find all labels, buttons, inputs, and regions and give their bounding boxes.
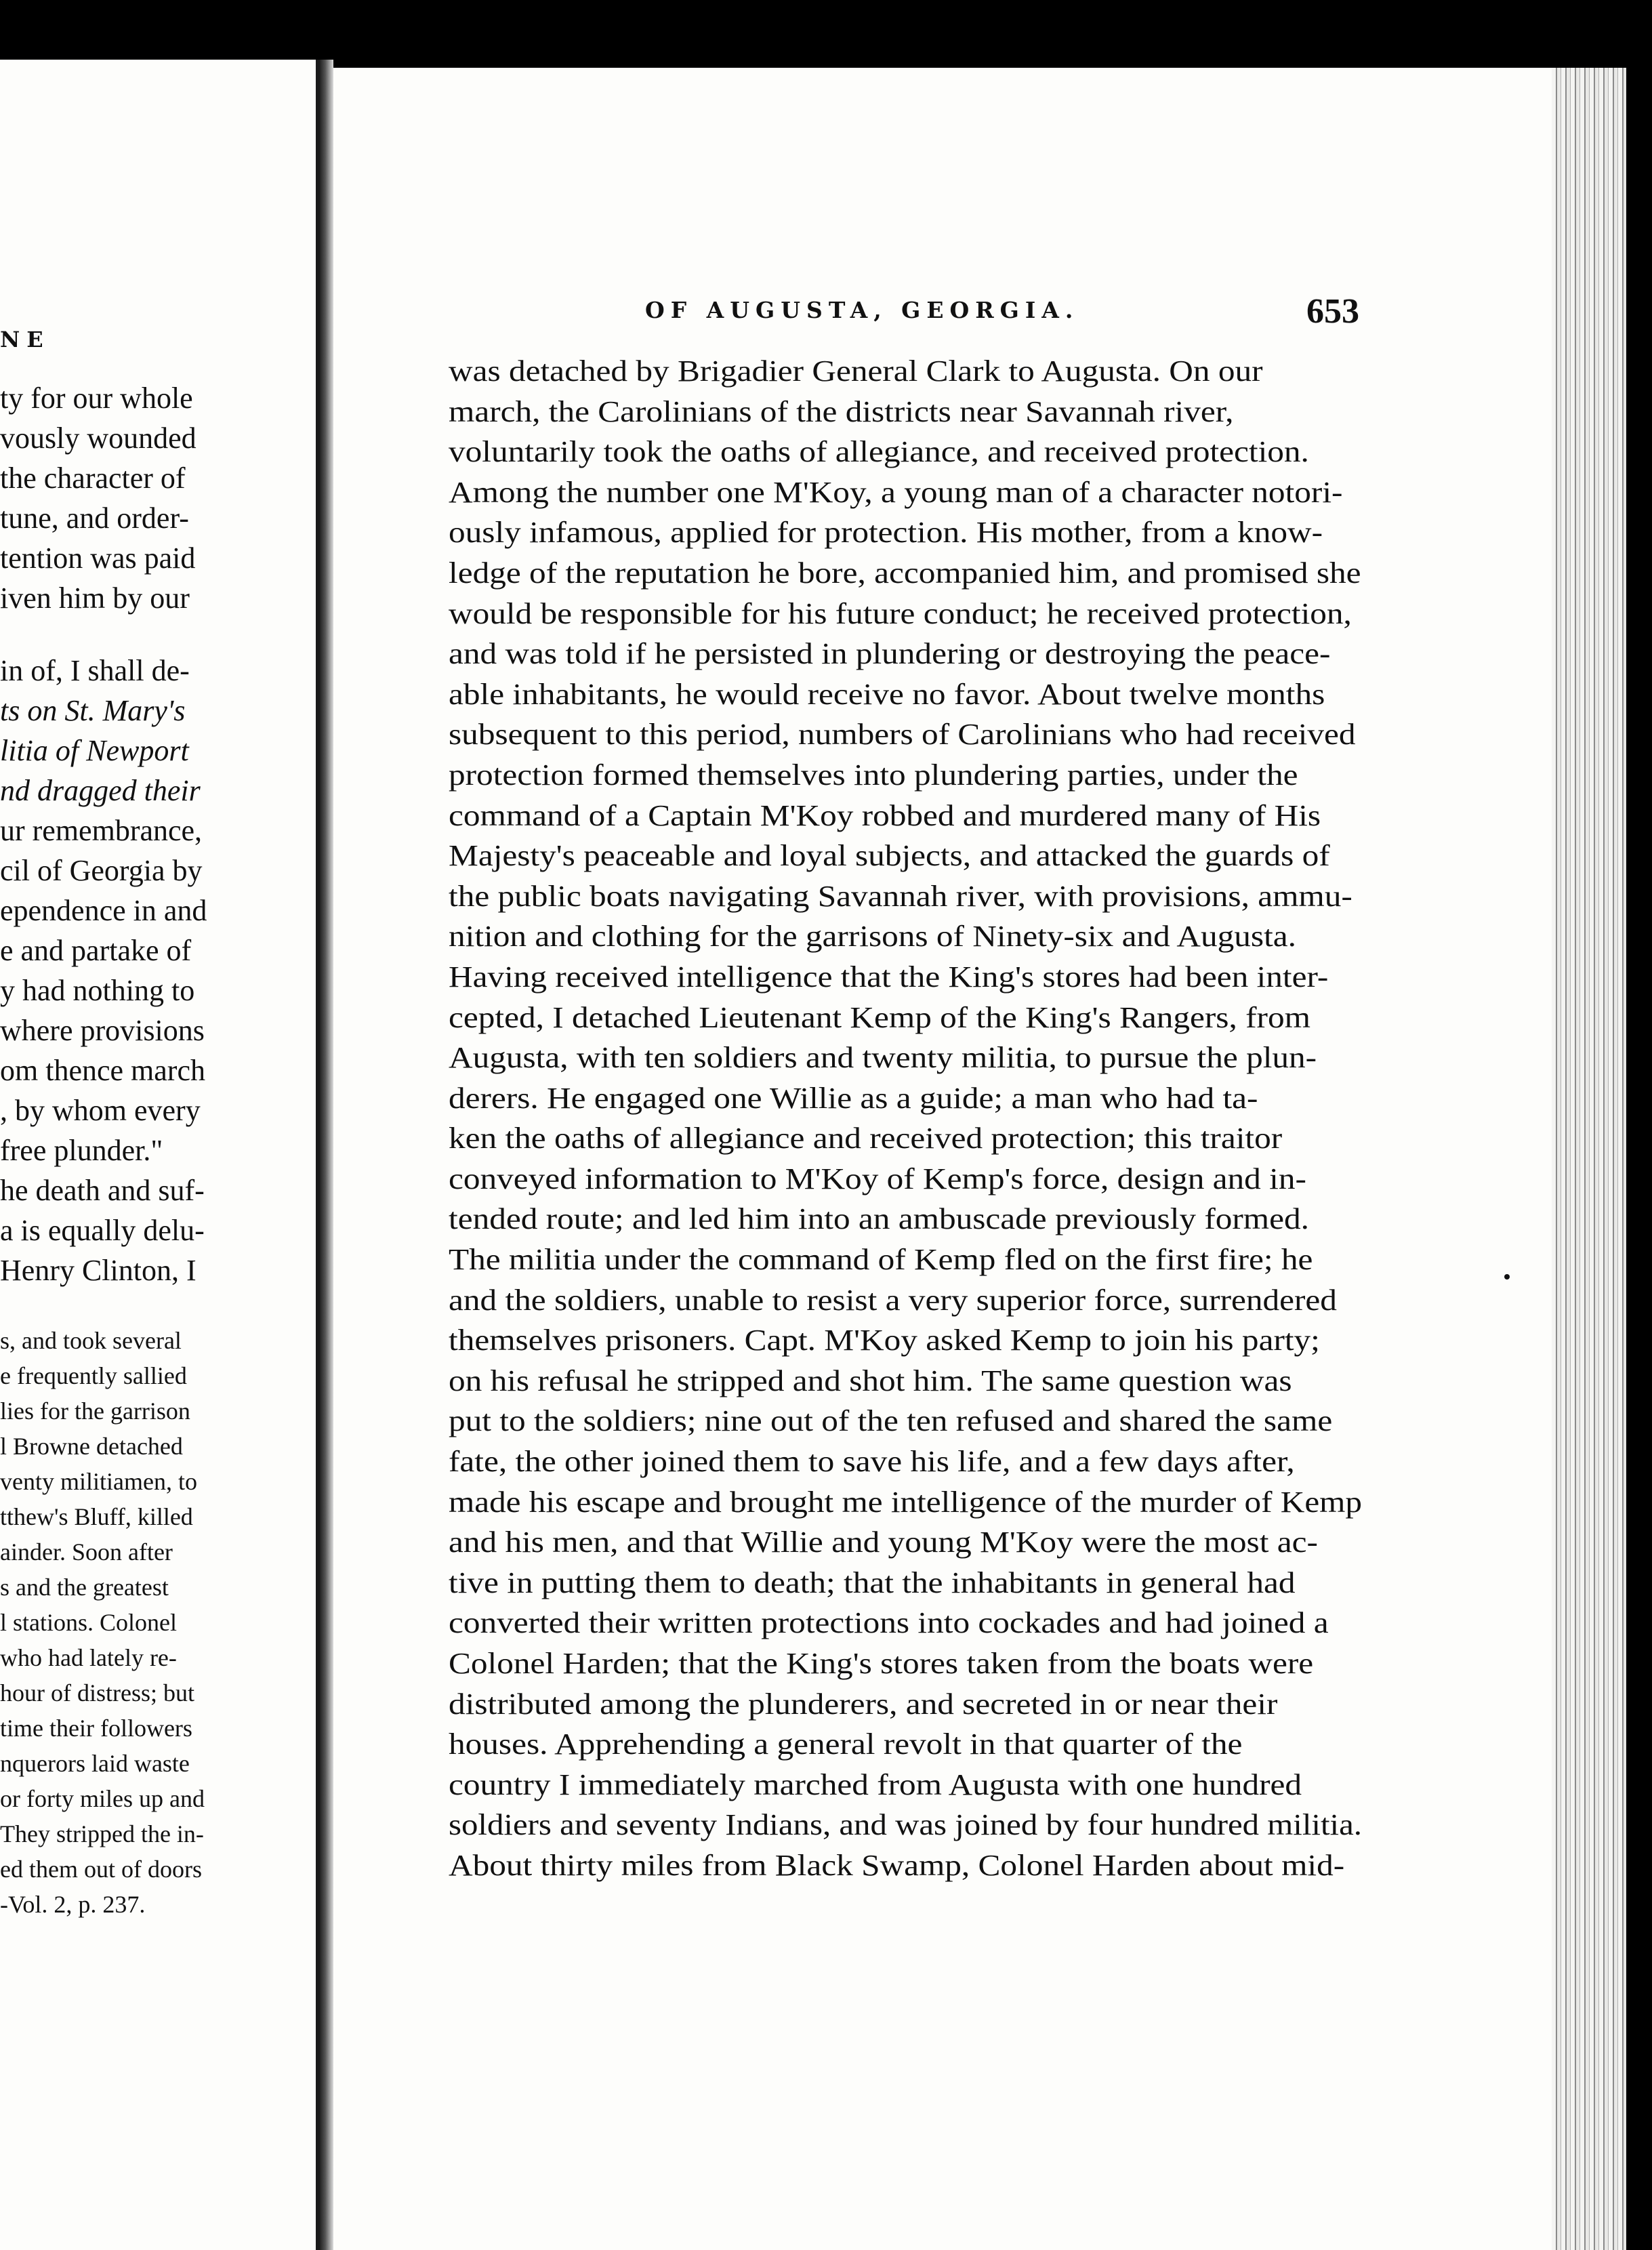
text-line: Majesty's peaceable and loyal subjects, and attacked the guards of [449, 839, 1330, 873]
text-line: , by whom every [0, 1094, 201, 1127]
edge-shadow [1626, 68, 1652, 2250]
text-line: subsequent to this period, numbers of Carolinians who had received [449, 718, 1356, 752]
text-line: -Vol. 2, p. 237. [0, 1891, 146, 1918]
text-line: houses. Apprehending a general revolt in that quarter of the [449, 1727, 1243, 1761]
page-body-text [449, 351, 1362, 1886]
text-line: tthew's Bluff, killed [0, 1503, 193, 1530]
text-line: themselves prisoners. Capt. M'Koy asked Kemp to join his party; [449, 1324, 1320, 1357]
text-line: command of a Captain M'Koy robbed and murdered many of His [449, 798, 1321, 832]
text-line: iven him by our [0, 581, 190, 615]
text-line: and was told if he persisted in plundering or destroying the peace- [449, 637, 1331, 671]
text-line: cepted, I detached Lieutenant Kemp of the King's Rangers, from [449, 1000, 1310, 1034]
text-line: Having received intelligence that the King's stores had been inter- [449, 960, 1329, 994]
text-line: lies for the garrison [0, 1397, 190, 1425]
text-line: y had nothing to [0, 974, 195, 1007]
text-line: l Browne detached [0, 1433, 183, 1460]
text-line: e frequently sallied [0, 1362, 187, 1389]
text-line: derers. He engaged one Willie as a guide; a man who had ta- [449, 1081, 1258, 1115]
text-line: venty militiamen, to [0, 1468, 197, 1495]
text-line: converted their written protections into cockades and had joined a [449, 1606, 1329, 1640]
text-line: ledge of the reputation he bore, accompanied him, and promised she [449, 556, 1361, 590]
text-line: made his escape and brought me intelligence of the murder of Kemp [449, 1485, 1362, 1519]
text-line: ty for our whole [0, 382, 193, 415]
text-line: Colonel Harden; that the King's stores taken from the boats were [449, 1647, 1314, 1680]
running-title: OF AUGUSTA, GEORGIA. [645, 297, 1079, 323]
left-facing-page [0, 60, 320, 2250]
text-line: he death and suf- [0, 1174, 205, 1207]
text-line: or forty miles up and [0, 1785, 205, 1812]
text-line: cil of Georgia by [0, 854, 203, 887]
text-line: l stations. Colonel [0, 1609, 177, 1636]
text-line: e and partake of [0, 934, 192, 967]
text-line: who had lately re- [0, 1644, 177, 1671]
text-line: the character of [0, 462, 186, 495]
text-line: protection formed themselves into plundering parties, under the [449, 758, 1298, 792]
text-line: ts on St. Mary's [0, 694, 186, 727]
text-line: They stripped the in- [0, 1820, 204, 1847]
text-line: in of, I shall de- [0, 654, 190, 687]
text-line: where provisions [0, 1014, 205, 1047]
page-number: 653 [1306, 292, 1359, 331]
text-line: nd dragged their [0, 774, 201, 807]
text-line: fate, the other joined them to save his life, and a few days after, [449, 1445, 1295, 1479]
book-gutter [320, 60, 333, 2250]
text-line: conveyed information to M'Koy of Kemp's force, design and in- [449, 1162, 1306, 1195]
text-line: Augusta, with ten soldiers and twenty militia, to pursue the plun- [449, 1041, 1317, 1075]
text-line: hour of distress; but [0, 1679, 194, 1706]
text-line: ainder. Soon after [0, 1538, 173, 1566]
text-line: About thirty miles from Black Swamp, Colonel Harden about mid- [449, 1848, 1345, 1882]
text-line: ously infamous, applied for protection. His mother, from a know- [449, 516, 1323, 550]
left-running-head: NE [0, 327, 50, 352]
text-line: s, and took several [0, 1327, 182, 1354]
text-line: nquerors laid waste [0, 1750, 190, 1777]
ink-speck [1504, 1274, 1510, 1280]
paragraph-gap [0, 1290, 207, 1323]
text-line: Among the number one M'Koy, a young man of a character notori- [449, 475, 1343, 509]
text-line: ken the oaths of allegiance and received protection; this traitor [449, 1122, 1283, 1155]
text-line: nition and clothing for the garrisons of Ninety-six and Augusta. [449, 920, 1296, 954]
text-line: Henry Clinton, I [0, 1254, 197, 1287]
text-line: The militia under the command of Kemp fled on the first fire; he [449, 1243, 1313, 1277]
text-line: march, the Carolinians of the districts near Savannah river, [449, 394, 1234, 428]
text-line: tune, and order- [0, 502, 189, 535]
text-line: s and the greatest [0, 1574, 169, 1601]
text-line: litia of Newport [0, 734, 189, 767]
text-line: ependence in and [0, 894, 207, 927]
text-line: soldiers and seventy Indians, and was joined by four hundred militia. [449, 1808, 1362, 1842]
text-line: om thence march [0, 1054, 205, 1087]
text-line: vously wounded [0, 422, 197, 455]
text-line: country I immediately marched from Augusta with one hundred [449, 1767, 1302, 1801]
text-line: ur remembrance, [0, 814, 203, 847]
text-line: distributed among the plunderers, and secreted in or near their [449, 1687, 1278, 1721]
text-line: tended route; and led him into an ambuscade previously formed. [449, 1202, 1309, 1236]
text-line: on his refusal he stripped and shot him. The same question was [449, 1364, 1292, 1397]
text-line: would be responsible for his future conduct; he received protection, [449, 596, 1352, 630]
text-line: free plunder." [0, 1134, 163, 1167]
page-fore-edge [1552, 68, 1626, 2250]
text-line: tention was paid [0, 541, 196, 575]
text-line: and the soldiers, unable to resist a very superior force, surrendered [449, 1283, 1337, 1317]
text-line: was detached by Brigadier General Clark to Augusta. On our [449, 354, 1263, 388]
left-page-text [0, 378, 207, 1922]
text-line: put to the soldiers; nine out of the ten refused and shared the same [449, 1404, 1333, 1438]
text-line: a is equally delu- [0, 1214, 205, 1247]
right-page [333, 68, 1552, 2250]
text-line: able inhabitants, he would receive no favor. About twelve months [449, 677, 1325, 711]
text-line: tive in putting them to death; that the inhabitants in general had [449, 1566, 1296, 1599]
text-line: and his men, and that Willie and young M'Koy were the most ac- [449, 1526, 1318, 1559]
text-line: the public boats navigating Savannah river, with provisions, ammu- [449, 879, 1352, 913]
text-line: voluntarily took the oaths of allegiance, and received protection. [449, 435, 1309, 469]
text-line: time their followers [0, 1715, 192, 1742]
paragraph-gap [0, 618, 207, 651]
running-head [333, 291, 1357, 339]
text-line: ed them out of doors [0, 1856, 202, 1883]
